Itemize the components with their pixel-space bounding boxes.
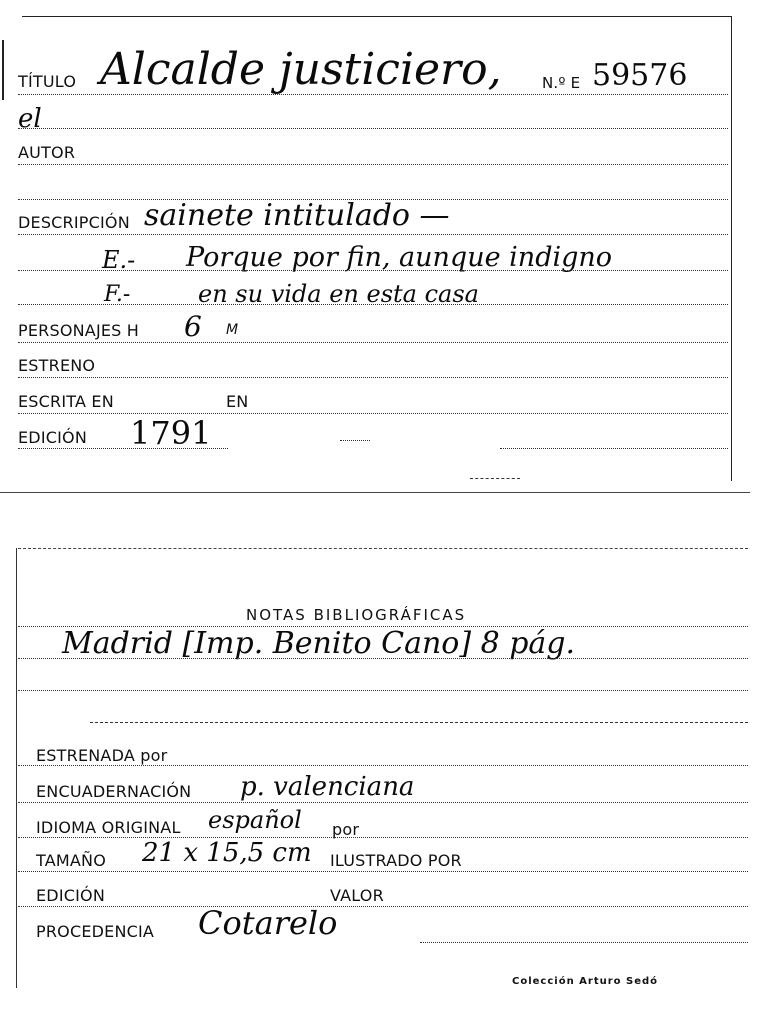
procedencia-label: PROCEDENCIA [36, 922, 155, 941]
descripcion-label: DESCRIPCIÓN [18, 213, 130, 232]
number-value: 59576 [592, 58, 688, 93]
idioma-value: español [208, 806, 302, 834]
notas-blank-rule-2 [90, 722, 748, 723]
procedencia-value: Cotarelo [198, 904, 338, 942]
edicion-value: 1791 [130, 414, 212, 452]
edicion-label: EDICIÓN [18, 428, 88, 447]
catalog-card-front [0, 0, 759, 495]
personajes-suffix: M [226, 322, 239, 338]
idioma-por-label: por [332, 820, 360, 839]
card-bottom-marks [470, 478, 520, 479]
card-top-edge [22, 16, 732, 17]
ilustrado-label: ILUSTRADO POR [330, 851, 462, 870]
card-divider [0, 492, 750, 493]
autor-label: AUTOR [18, 143, 76, 162]
en-label: EN [226, 392, 249, 411]
tamano-rule [18, 871, 748, 872]
escrita-en-label: ESCRITA EN [18, 392, 114, 411]
edicion2-rule [18, 906, 748, 907]
tamano-value: 21 x 15,5 cm [142, 838, 312, 868]
tamano-label: TAMAÑO [36, 851, 106, 870]
desc-line3-text: en su vida en esta casa [198, 280, 479, 308]
titulo-value: Alcalde justiciero, [100, 44, 502, 95]
personajes-rule [18, 342, 728, 343]
estrenada-label: ESTRENADA por [36, 746, 168, 765]
escrita-rule [18, 413, 728, 414]
card-left-edge [2, 40, 4, 100]
desc-line3-prefix: F.- [104, 282, 131, 307]
card-right-edge [731, 16, 732, 481]
estrenada-rule [18, 765, 748, 766]
encuadernacion-label: ENCUADERNACIÓN [36, 782, 192, 801]
notas-value-rule [18, 658, 748, 659]
card-left-edge [16, 548, 17, 988]
idioma-rule [18, 837, 748, 838]
personajes-label: PERSONAJES H [18, 321, 140, 340]
catalog-card-back [0, 540, 759, 1028]
notas-title: NOTAS BIBLIOGRÁFICAS [246, 606, 467, 624]
titulo-label: TÍTULO [18, 72, 77, 91]
valor-label: VALOR [330, 886, 384, 905]
card-top-edge [18, 548, 748, 549]
titulo-rule [18, 94, 728, 95]
notas-blank-rule-1 [18, 690, 748, 691]
titulo-continuation: el [18, 104, 42, 134]
edicion-rule-c [500, 448, 728, 449]
edicion-rule-a [18, 448, 228, 449]
notas-value: Madrid [Imp. Benito Cano] 8 pág. [62, 626, 576, 661]
encuadernacion-value: p. valenciana [240, 772, 415, 802]
desc-line2-rule [18, 270, 728, 271]
desc-line2-prefix: E.- [102, 246, 136, 274]
desc-line3-rule [18, 304, 728, 305]
notas-rule [18, 626, 748, 627]
estreno-label: ESTRENO [18, 356, 96, 375]
estreno-rule [18, 377, 728, 378]
autor-rule [18, 164, 728, 165]
idioma-label: IDIOMA ORIGINAL [36, 818, 181, 837]
edicion2-label: EDICIÓN [36, 886, 106, 905]
edicion-rule-b [340, 440, 370, 441]
number-prefix: N.º E [542, 74, 581, 92]
descripcion-rule [18, 234, 728, 235]
descripcion-value: sainete intitulado — [144, 198, 450, 233]
titulo-cont-rule [18, 128, 728, 129]
encuadernacion-rule [18, 802, 748, 803]
collection-footer: Colección Arturo Sedó [512, 976, 659, 987]
desc-line2-text: Porque por fin, aunque indigno [186, 242, 613, 273]
personajes-value: 6 [184, 310, 202, 343]
procedencia-rule [420, 942, 748, 943]
